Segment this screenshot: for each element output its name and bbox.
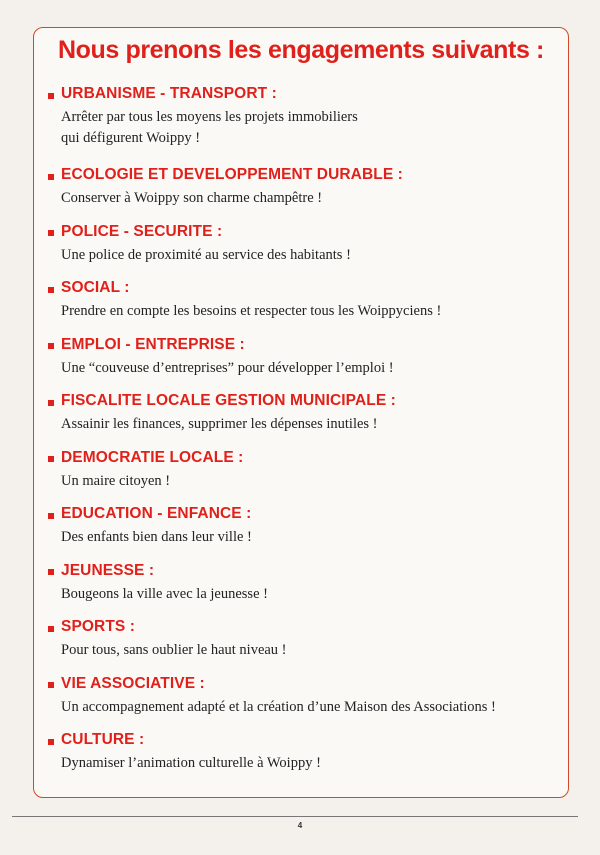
commitment-heading-text: URBANISME - TRANSPORT : — [61, 85, 277, 102]
square-bullet-icon — [48, 400, 54, 406]
square-bullet-icon — [48, 513, 54, 519]
page-number: 4 — [297, 821, 303, 830]
commitment-description-line: Des enfants bien dans leur ville ! — [61, 529, 252, 545]
commitment-description — [61, 245, 563, 266]
commitment-heading — [48, 561, 563, 581]
commitment-heading — [48, 617, 563, 637]
commitment-description — [61, 584, 563, 605]
commitment-item — [48, 617, 563, 674]
page-title: Nous prenons les engagements suivants : — [58, 36, 544, 64]
square-bullet-icon — [48, 93, 54, 99]
commitment-item — [48, 84, 563, 165]
commitment-heading-text: JEUNESSE : — [61, 561, 155, 579]
commitment-heading-text: POLICE - SECURITE : — [61, 222, 223, 240]
square-bullet-icon — [48, 569, 54, 575]
commitment-heading — [48, 222, 563, 242]
commitment-description-line: Conserver à Woippy son charme champêtre ! — [61, 190, 323, 206]
commitment-heading — [48, 391, 563, 411]
commitment-heading-text: EMPLOI - ENTREPRISE : — [61, 335, 245, 353]
commitment-description-line: Pour tous, sans oublier le haut niveau ! — [61, 642, 287, 658]
commitment-description — [61, 414, 563, 435]
commitment-heading-text: CULTURE : — [61, 731, 145, 748]
commitment-heading-text: FISCALITE LOCALE GESTION MUNICIPALE : — [61, 392, 396, 409]
commitment-item — [48, 165, 563, 222]
commitment-item — [48, 278, 563, 335]
commitment-heading-text: ECOLOGIE ET DEVELOPPEMENT DURABLE : — [61, 166, 403, 183]
commitment-item — [48, 561, 563, 618]
commitment-heading-text: EDUCATION - ENFANCE : — [61, 505, 252, 522]
commitment-description-line: Dynamiser l’animation culturelle à Woippy ! — [61, 755, 321, 771]
commitment-description-line: Une “couveuse d’entreprises” pour développer l’emploi ! — [61, 359, 394, 376]
square-bullet-icon — [48, 174, 54, 180]
commitment-item — [48, 504, 563, 561]
square-bullet-icon — [48, 343, 54, 349]
commitment-heading — [48, 730, 563, 750]
commitment-description — [61, 527, 563, 548]
commitment-item — [48, 222, 563, 279]
commitment-item — [48, 448, 563, 505]
commitments-list — [48, 84, 563, 787]
commitment-description — [61, 107, 563, 148]
commitment-description — [61, 697, 563, 718]
commitment-description — [61, 471, 563, 492]
commitment-description-line: qui défigurent Woippy ! — [61, 129, 201, 146]
footer-divider — [12, 816, 578, 817]
square-bullet-icon — [48, 230, 54, 236]
commitment-description — [61, 640, 563, 661]
square-bullet-icon — [48, 626, 54, 632]
commitment-heading-text: SOCIAL : — [61, 279, 130, 296]
commitment-heading — [48, 504, 563, 524]
commitment-description — [61, 753, 563, 774]
square-bullet-icon — [48, 682, 54, 688]
commitment-heading-text: DEMOCRATIE LOCALE : — [61, 448, 244, 466]
commitment-heading — [48, 335, 563, 355]
commitment-description-line: Arrêter par tous les moyens les projets immobiliers — [61, 109, 358, 125]
commitment-item — [48, 674, 563, 731]
commitment-heading — [48, 278, 563, 298]
square-bullet-icon — [48, 739, 54, 745]
commitment-description — [61, 188, 563, 209]
commitment-description-line: Une police de proximité au service des habitants ! — [61, 246, 351, 263]
commitment-heading — [48, 84, 563, 104]
commitment-item — [48, 730, 563, 787]
square-bullet-icon — [48, 456, 54, 462]
commitment-description-line: Un maire citoyen ! — [61, 472, 171, 489]
commitment-description-line: Bougeons la ville avec la jeunesse ! — [61, 585, 268, 602]
commitment-item — [48, 391, 563, 448]
commitment-heading — [48, 674, 563, 694]
commitment-heading-text: VIE ASSOCIATIVE : — [61, 674, 205, 692]
commitment-item — [48, 335, 563, 392]
square-bullet-icon — [48, 287, 54, 293]
commitment-heading — [48, 165, 563, 185]
commitment-heading — [48, 448, 563, 468]
commitment-description — [61, 358, 563, 379]
commitment-description-line: Assainir les finances, supprimer les dépenses inutiles ! — [61, 416, 378, 432]
commitment-heading-text: SPORTS : — [61, 618, 136, 635]
commitment-description-line: Un accompagnement adapté et la création d’une Maison des Associations ! — [61, 698, 496, 715]
commitment-description — [61, 301, 563, 322]
commitment-description-line: Prendre en compte les besoins et respecter tous les Woippyciens ! — [61, 303, 442, 319]
